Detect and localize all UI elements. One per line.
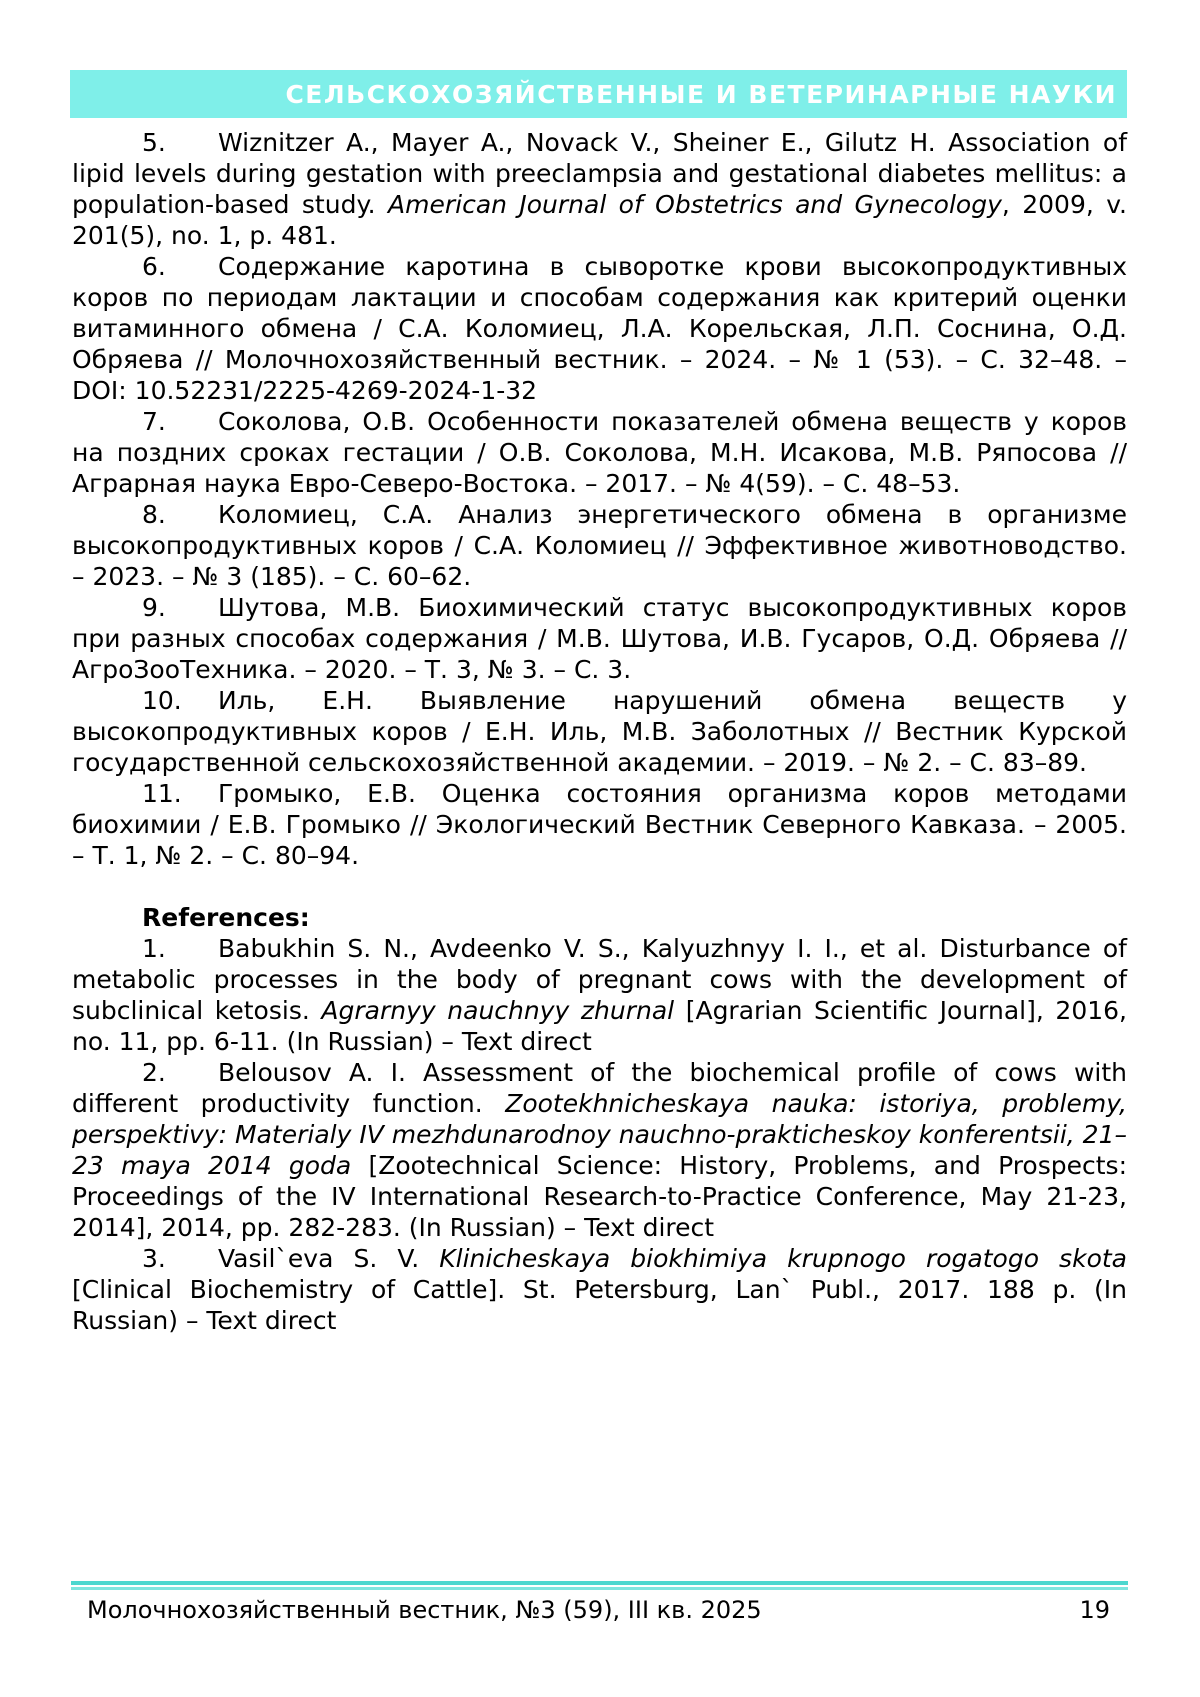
footer-journal-info: Молочнохозяйственный вестник, №3 (59), III кв. 2025 [87, 1596, 762, 1624]
reference-item [72, 685, 1127, 778]
references-heading: References: [142, 903, 310, 932]
reference-text: Babukhin S. N., Avdeenko V. S., Kalyuzhnyy I. I., et al. Disturbance of metabolic processes in the body of pregnant cows with the development of subclinical ketosis. [72, 934, 1127, 1025]
reference-number: 10. [142, 686, 182, 715]
reference-number: 1. [142, 934, 166, 963]
reference-text: [Agrarian Scientific Journal], 2016, no. 11, pp. 6-11. (In Russian) – Text direct [72, 996, 1127, 1056]
reference-number: 2. [142, 1058, 166, 1087]
reference-text-italic: Klinicheskaya biokhimiya krupnogo rogatogo skota [439, 1244, 1127, 1273]
reference-text: Соколова, О.В. Особенности показателей обмена веществ у коров на поздних сроках гестации / О.В. Соколова, М.Н. Исакова, М.В. Ряпосова // Аграрная наука Евро-Северо-Востока. – 2017. – № 4(59). – С. 48–53. [72, 407, 1127, 498]
reference-number: 8. [142, 500, 166, 529]
english-references-list [72, 933, 1127, 1336]
page-number: 19 [1079, 1596, 1110, 1624]
page-footer [87, 1596, 1110, 1624]
reference-text: [Zootechnical Science: History, Problems, and Prospects: Proceedings of the IV International Research-to-Practice Conference, May 21-23, 2014], 2014, pp. 282-283. (In Russian) – Text direct [72, 1151, 1127, 1242]
reference-text: , 2009, v. 201(5), no. 1, p. 481. [72, 190, 1127, 250]
footer-rule-bottom-stripe [71, 1587, 1128, 1590]
reference-text: Wiznitzer A., Mayer A., Novack V., Sheiner E., Gilutz H. Association of lipid levels during gestation with preeclampsia and gestational diabetes mellitus: a population-based study. [72, 128, 1127, 219]
reference-item [72, 406, 1127, 499]
reference-text: Шутова, М.В. Биохимический статус высокопродуктивных коров при разных способах содержания / М.В. Шутова, И.В. Гусаров, О.Д. Обряева // АгроЗооТехника. – 2020. – Т. 3, № 3. – С. 3. [72, 593, 1127, 684]
reference-text-italic: Zootekhnicheskaya nauka: istoriya, problemy, perspektivy: Materialy IV mezhdunarodnoy nauchno-prakticheskoy konferentsii, 21–23 maya 2014 goda [72, 1089, 1128, 1180]
reference-item [72, 933, 1127, 1057]
reference-text: Belousov A. I. Assessment of the biochemical profile of cows with different productivity function. [72, 1058, 1127, 1118]
reference-text: Коломиец, С.А. Анализ энергетического обмена в организме высокопродуктивных коров / С.А. Коломиец // Эффективное животноводство. – 2023. – № 3 (185). – С. 60–62. [72, 500, 1127, 591]
reference-text-italic: Agrarnyy nauchnyy zhurnal [321, 996, 675, 1025]
footer-rule [71, 1581, 1128, 1590]
reference-item [72, 251, 1127, 406]
reference-text: Иль, Е.Н. Выявление нарушений обмена веществ у высокопродуктивных коров / Е.Н. Иль, М.В. Заболотных // Вестник Курской государственной сельскохозяйственной академии. – 2019. – № 2. – С. 83–89. [72, 686, 1127, 777]
reference-text: Громыко, Е.В. Оценка состояния организма коров методами биохимии / Е.В. Громыко // Экологический Вестник Северного Кавказа. – 2005. – Т. 1, № 2. – С. 80–94. [72, 779, 1127, 870]
section-banner [70, 70, 1127, 118]
reference-item [72, 1057, 1127, 1243]
reference-number: 11. [142, 779, 182, 808]
reference-number: 5. [142, 128, 166, 157]
reference-text: Vasil`eva S. V. [218, 1244, 440, 1273]
reference-number: 3. [142, 1244, 166, 1273]
references-content [72, 127, 1127, 1336]
reference-text-italic: American Journal of Obstetrics and Gynecology [388, 190, 1002, 219]
reference-number: 9. [142, 593, 166, 622]
reference-number: 6. [142, 252, 166, 281]
reference-item [72, 592, 1127, 685]
reference-item [72, 1243, 1127, 1336]
reference-text: [Clinical Biochemistry of Cattle]. St. Petersburg, Lan` Publ., 2017. 188 p. (In Russian) – Text direct [72, 1275, 1127, 1335]
reference-item [72, 127, 1127, 251]
reference-item [72, 778, 1127, 871]
reference-item [72, 499, 1127, 592]
reference-text: Содержание каротина в сыворотке крови высокопродуктивных коров по периодам лактации и способам содержания как критерий оценки витаминного обмена / С.А. Коломиец, Л.А. Корельская, Л.П. Соснина, О.Д. Обряева // Молочнохозяйственный вестник. – 2024. – № 1 (53). – С. 32–48. – DOI: 10.52231/2225-4269-2024-1-32 [72, 252, 1127, 405]
russian-references-list [72, 127, 1127, 871]
section-banner-title: СЕЛЬСКОХОЗЯЙСТВЕННЫЕ И ВЕТЕРИНАРНЫЕ НАУКИ [285, 79, 1117, 109]
reference-number: 7. [142, 407, 166, 436]
